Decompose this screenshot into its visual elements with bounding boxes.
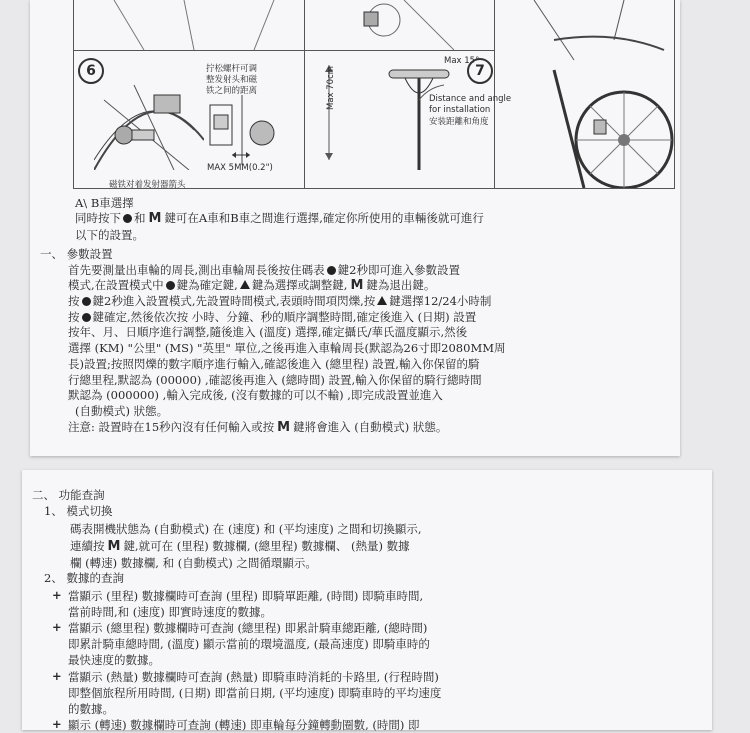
subsection-1-heading: 1、 模式切換 [44,504,113,518]
para-line-10: (自動模式) 狀態。 [75,404,169,418]
wheel-spokes-illustration [94,80,204,170]
wheel-top-illustration [74,0,304,50]
note-line: 注意: 設置時在15秒內沒有任何輸入或按 M 鍵將會進入 (自動模式) 狀態。 [68,420,448,435]
mode-line-1: 碼表開機狀態為 (自動模式) 在 (速度) 和 (平均速度) 之間和切換顯示, [70,522,422,536]
ab-line-1: 同時按下 和 M 鍵可在A車和B車之間進行選擇,確定你所使用的車輛後就可進行 [75,211,484,226]
bullet-icon: + [52,588,62,602]
para-line-6: 選擇 (KM) "公里" (MS) "英里" 單位,之後再進入車輪周長(默認為26寸即2080MM周 [68,341,506,355]
triangle-button-icon [240,280,250,289]
section-2-heading: 二、 功能查詢 [32,488,105,502]
para-line-3: 按 鍵2秒進入設置模式,先設置時間模式,表頭時間項閃爍,按 鍵選擇12/24小時制 [68,294,492,308]
fig6-note-line-1: 拧松螺杆可调 [206,64,258,74]
m-key-icon: M [350,278,364,293]
figure-6-panel [74,0,305,188]
bicycle-panel [494,0,674,188]
fig6-caption: 磁铁对着发射器箭头 [109,180,186,190]
manual-page-lower [22,470,712,730]
m-key-icon: M [107,539,121,554]
bullet-icon: + [52,717,62,731]
bullet-icon: + [52,669,62,683]
fig6-max-distance: MAX 5MM(0.2") [207,163,273,173]
ab-heading: A\ B車選擇 [75,196,134,210]
mode-button-icon [82,313,91,322]
query-2-line-1: 當顯示 (總里程) 數據欄時可查詢 (總里程) 即累計騎車總距離, (總時間) [68,621,428,635]
fig7-caption-en-1: Distance and angle [429,94,512,104]
query-1-line-1: 當顯示 (里程) 數據欄時可查詢 (里程) 即騎單距離, (時間) 即騎車時間, [68,589,424,603]
query-3-line-1: 當顯示 (熱量) 數據欄時可查詢 (熱量) 即騎車時消耗的卡路里, (行程時間) [68,670,439,684]
m-key-icon: M [277,420,291,435]
para-line-2: 模式,在設置模式中 鍵為確定鍵, 鍵為選擇或調整鍵, M 鍵為退出鍵。 [68,278,436,293]
para-line-7: 長)設置;按照閃爍的數字順序進行輸入,確認後進入 (總里程) 設置,輸入你保留的騎 [68,357,480,371]
figure-6-number: 6 [78,58,104,84]
query-2-line-3: 最快速度的數據。 [68,653,160,667]
figure-7-panel [304,0,512,188]
para-line-8: 行總里程,默認為 (00000) ,確認後再進入 (總時間) 設置,輸入你保留的騎行總時間 [68,373,482,387]
bullet-icon: + [52,620,62,634]
sensor-magnet-closeup [202,95,297,165]
manual-page-upper [30,0,680,456]
fig7-caption-en-2: for installation [429,105,491,115]
bicycle-illustration [494,0,674,188]
para-line-4: 按 鍵確定,然後依次按 小時、分鐘、秒的順序調整時間,確定後進入 (日期) 設置 [68,310,477,324]
mode-line-3: 欄 (轉速) 數據欄, 和 (自動模式) 之間循環顯示。 [70,556,317,570]
query-3-line-2: 即整個旅程所用時間, (日期) 即當前日期, (平均速度) 即騎車時的平均速度 [68,686,442,700]
query-2-line-2: 即累計騎車總時間, (溫度) 顯示當前的環境溫度, (最高速度) 即騎車時的 [68,637,430,651]
mode-button-icon [123,214,132,223]
handlebar-top-illustration [304,0,494,50]
subsection-2-heading: 2、 數據的查詢 [44,571,124,585]
mode-button-icon [166,281,175,290]
para-line-1: 首先要測量出車輪的周長,測出車輪周長後按住碼表 鍵2秒即可進入參數設置 [68,263,460,277]
fig7-max-height: Max 70cm [326,65,336,110]
triangle-button-icon [377,296,387,305]
query-4-line-1: 顯示 (轉速) 數據欄時可查詢 (轉速) 即車輪每分鐘轉動圈數, (時間) 即 [68,718,420,732]
m-key-icon: M [148,211,162,226]
mode-button-icon [82,297,91,306]
para-line-5: 按年、月、日順序進行調整,隨後進入 (溫度) 選擇,確定攝氏/華氏溫度顯示,然後 [68,325,468,339]
para-line-9: 默認為 (000000) ,輸入完成後, (沒有數據的可以不輸) ,即完成設置並進入 [68,388,443,402]
ab-line-2: 以下的設置。 [75,228,144,242]
mode-button-icon [327,266,336,275]
fig6-note-line-3: 铁之间的距离 [206,86,258,96]
fig7-caption-zh: 安装距離和角度 [429,117,489,127]
section-1-heading: 一、 參數設置 [40,247,113,261]
figure-7-number: 7 [467,58,493,84]
installation-figure-strip [73,0,675,189]
query-1-line-2: 當前時間,和 (速度) 即實時速度的數據。 [68,605,272,619]
query-3-line-3: 的數據。 [68,702,114,716]
mode-line-2: 連續按 M 鍵,就可在 (里程) 數據欄, (總里程) 數據欄、 (熱量) 數據 [70,539,410,554]
fig6-note-line-2: 整发射头和磁 [206,75,258,85]
fig7-max-angle: Max 15° [444,56,480,66]
